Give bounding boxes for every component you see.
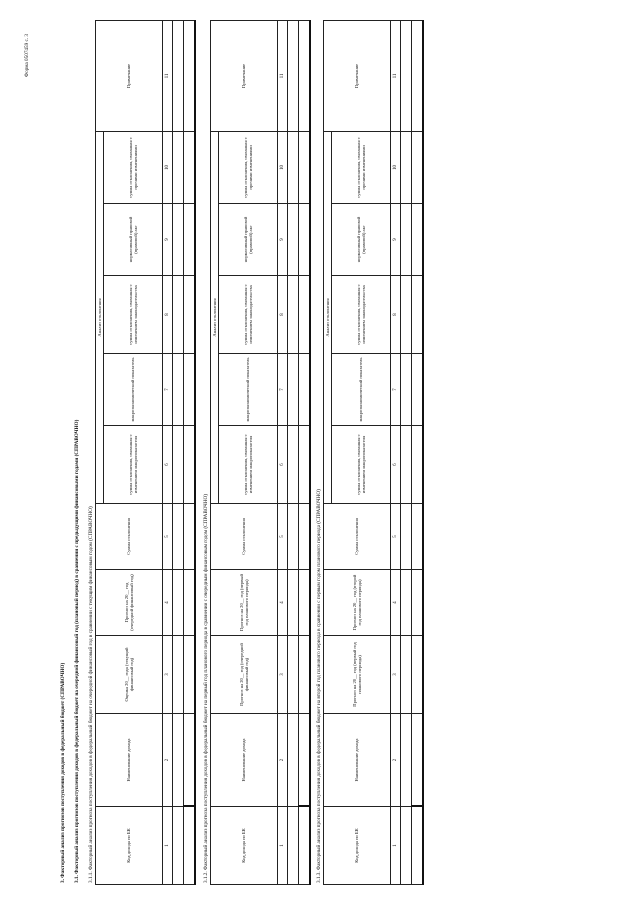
header-col9: нормативный правовой (правовой) акт [332,204,391,276]
header-name: Наименование дохода [324,714,391,807]
table-row [299,20,311,884]
table-caption-3-1-3: 3.1.3. Факторный анализ прогноза поступления доходов в федеральный бюджет на второй год планового периода в сравнении с первым годом планового периода (СПРАВОЧНО) [316,489,322,883]
header-col8: сумма отклонения, связанная с изменением законодательства [219,276,278,354]
table-row [288,20,299,884]
header-note: Примечание [211,20,278,131]
header-col7: макроэкономический показатель [104,354,163,426]
header-code: Код дохода по БК [211,807,278,885]
header-code: Код дохода по БК [96,807,163,885]
column-numbers-row: 1 2 3 4 5 6 7 8 9 10 11 [163,20,173,884]
header-col6: сумма отклонения, связанная с изменением макропоказателя [104,426,163,504]
header-col7: макроэкономический показатель [332,354,391,426]
section-3-heading: 3. Факторный анализ прогнозов поступления доходов в федеральный бюджет (СПРАВОЧНО) [60,662,66,883]
header-col9: нормативный правовой (правовой) акт [104,204,163,276]
header-col4: Прогноз на 20__ год (очередной финансовый год) [96,570,163,636]
header-col10: сумма отклонения, связанная с прочими изменениями [219,131,278,203]
section-3-1-heading: 3.1. Факторный анализ прогнозов поступления доходов в федеральный бюджет на очередной финансовый год (плановый период) в сравнении с предыдущими финансовыми годами (СПРАВОЧНО) [74,419,80,883]
header-analysis-group: Анализ отклонения [324,131,332,503]
header-deviation: Сумма отклонения [211,504,278,570]
header-note: Примечание [96,20,163,131]
factor-table-3-1-3 [323,20,424,885]
header-name: Наименование дохода [96,714,163,807]
header-deviation: Сумма отклонения [324,504,391,570]
header-name: Наименование дохода [211,714,278,807]
header-col4: Прогноз на 20__ год (второй год планового периода) [324,570,391,636]
header-col4: Прогноз на 20__ год (первый год планового периода) [211,570,278,636]
table-row [184,20,196,884]
column-numbers-row: 1 2 3 4 5 6 7 8 9 10 11 [278,20,288,884]
header-col3: Прогноз на 20__ год (очередной финансовый год) [211,636,278,714]
header-col3: Прогноз на 20__ год (первый год планового периода) [324,636,391,714]
factor-table-3-1-1 [95,20,196,885]
header-note: Примечание [324,20,391,131]
header-col10: сумма отклонения, связанная с прочими изменениями [104,131,163,203]
header-col6: сумма отклонения, связанная с изменением макропоказателя [219,426,278,504]
header-analysis-group: Анализ отклонения [96,131,104,503]
header-col7: макроэкономический показатель [219,354,278,426]
table-caption-3-1-2: 3.1.2. Факторный анализ прогноза поступления доходов в федеральный бюджет на первый год планового периода в сравнении с очередным финансовым годом (СПРАВОЧНО) [203,494,209,883]
column-numbers-row: 1 2 3 4 5 6 7 8 9 10 11 [391,20,401,884]
header-col10: сумма отклонения, связанная с прочими изменениями [332,131,391,203]
factor-table-3-1-2 [210,20,311,885]
form-label: Форма 0507459 с. 3 [24,34,30,77]
header-deviation: Сумма отклонения [96,504,163,570]
table-row [401,20,412,884]
header-col8: сумма отклонения, связанная с изменением законодательства [332,276,391,354]
header-col6: сумма отклонения, связанная с изменением макропоказателя [332,426,391,504]
header-code: Код дохода по БК [324,807,391,885]
table-row [173,20,184,884]
header-col9: нормативный правовой (правовой) акт [219,204,278,276]
table-caption-3-1-1: 3.1.1. Факторный анализ прогноза поступления доходов в федеральный бюджет на очередной финансовый год в сравнении с текущим финансовым годом (СПРАВОЧНО) [88,506,94,883]
header-col8: сумма отклонения, связанная с изменением законодательства [104,276,163,354]
header-col3: Оценка 20__ года (текущий финансовый год) [96,636,163,714]
table-row [412,20,424,884]
header-analysis-group: Анализ отклонения [211,131,219,503]
